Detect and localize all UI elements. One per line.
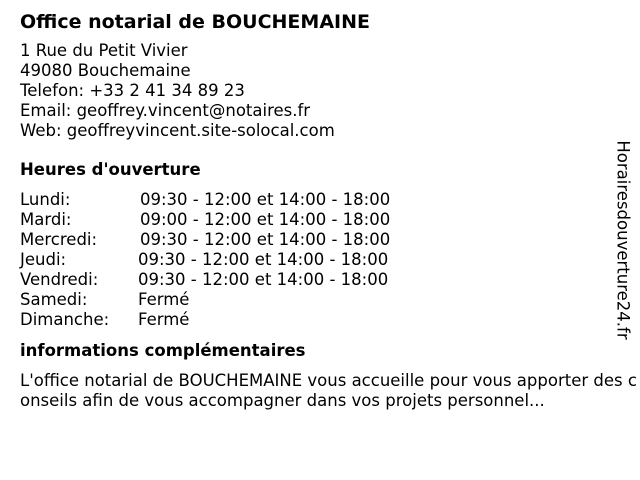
info-heading: informations complémentaires xyxy=(20,341,306,360)
hours-row-wednesday xyxy=(20,230,610,250)
day-label: Samedi: xyxy=(20,290,88,309)
info-description: L'office notarial de BOUCHEMAINE vous accueille pour vous apporter des conseils afin de vous accompagner dans vos projets personnel... xyxy=(20,371,637,410)
office-title: Office notarial de BOUCHEMAINE xyxy=(20,11,370,33)
day-label: Mardi: xyxy=(20,210,72,229)
day-hours: 09:30 - 12:00 et 14:00 - 18:00 xyxy=(140,190,391,209)
day-hours: 09:30 - 12:00 et 14:00 - 18:00 xyxy=(140,230,391,249)
day-hours: Fermé xyxy=(138,290,190,309)
hours-row-sunday xyxy=(20,310,610,330)
web-line: Web: geoffreyvincent.site-solocal.com xyxy=(20,121,335,140)
day-hours: 09:30 - 12:00 et 14:00 - 18:00 xyxy=(138,250,389,269)
site-watermark: Horairesdouverture24.fr xyxy=(613,140,633,340)
hours-row-friday xyxy=(20,270,610,290)
day-label: Vendredi: xyxy=(20,270,99,289)
hours-row-tuesday xyxy=(20,210,610,230)
day-hours: 09:30 - 12:00 et 14:00 - 18:00 xyxy=(138,270,389,289)
day-label: Jeudi: xyxy=(20,250,67,269)
phone-line: Telefon: +33 2 41 34 89 23 xyxy=(20,81,245,100)
day-hours: Fermé xyxy=(138,310,190,329)
hours-heading: Heures d'ouverture xyxy=(20,160,201,179)
hours-row-monday xyxy=(20,190,610,210)
day-label: Lundi: xyxy=(20,190,71,209)
email-line: Email: geoffrey.vincent@notaires.fr xyxy=(20,101,311,120)
hours-row-saturday xyxy=(20,290,610,310)
address-line-1: 1 Rue du Petit Vivier xyxy=(20,41,188,60)
address-line-2: 49080 Bouchemaine xyxy=(20,61,191,80)
hours-table xyxy=(20,190,610,330)
day-label: Mercredi: xyxy=(20,230,98,249)
day-label: Dimanche: xyxy=(20,310,110,329)
day-hours: 09:00 - 12:00 et 14:00 - 18:00 xyxy=(140,210,391,229)
hours-row-thursday xyxy=(20,250,610,270)
